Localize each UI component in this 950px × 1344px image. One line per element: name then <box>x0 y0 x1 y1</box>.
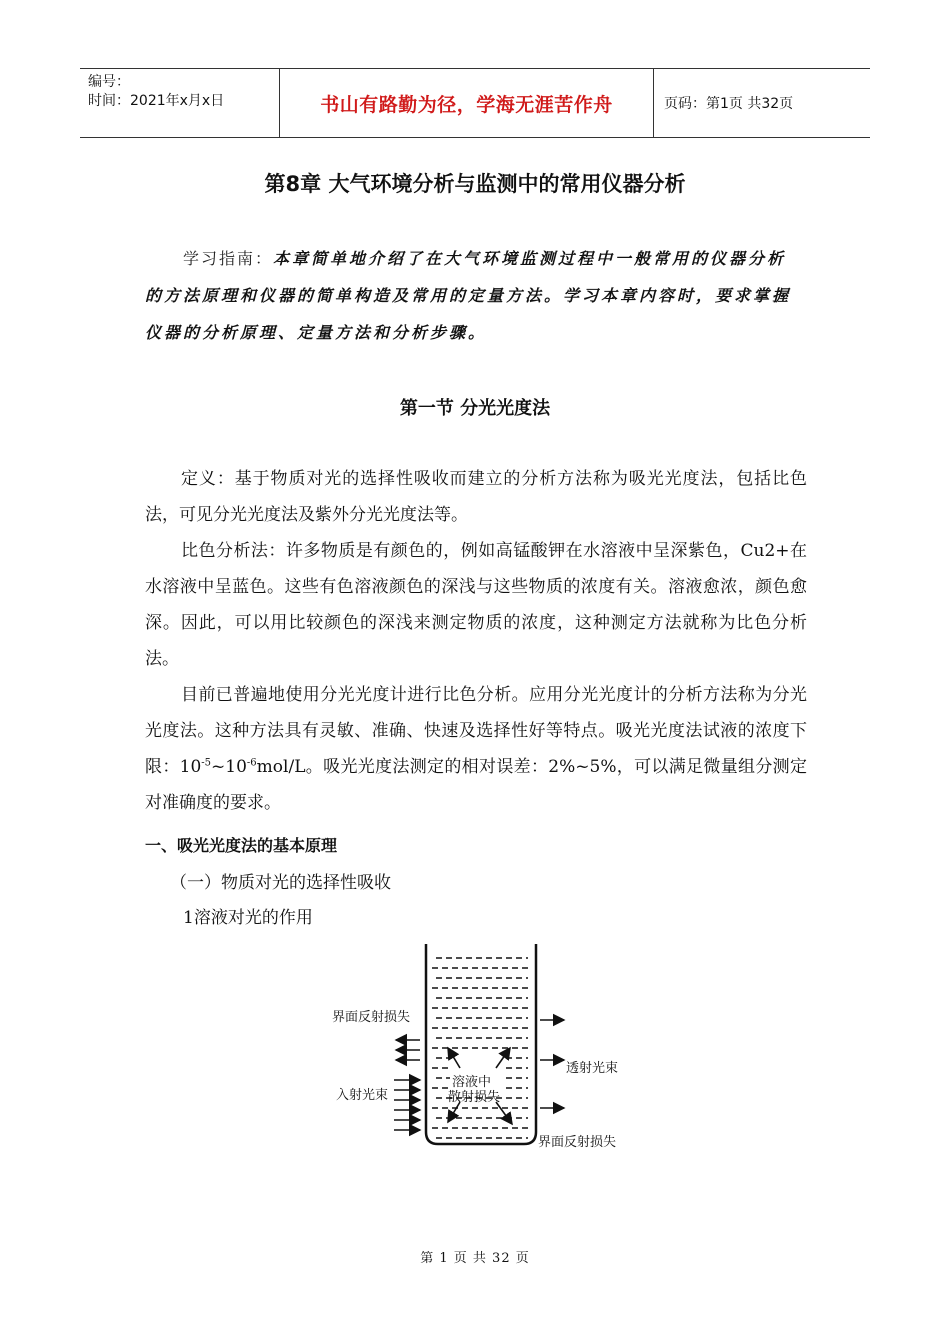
paragraph-text: mol/L。吸光光度法测定的相对误差：2%~5%，可以满足微量组分测定对准确度的要求。 <box>145 757 807 813</box>
label-surface-reflection-top: 界面反射损失 <box>332 1010 411 1025</box>
document-number-label: 编号： <box>88 74 130 90</box>
label-scatter-line1: 溶液中 <box>452 1075 492 1090</box>
study-guide-label: 学习指南： <box>183 249 274 268</box>
body-text <box>145 461 807 821</box>
incident-beam-arrows <box>394 1080 420 1130</box>
exponent: -6 <box>246 757 257 769</box>
heading-basic-principle: 一、吸光光度法的基本原理 <box>145 836 338 855</box>
cuvette-outline <box>426 944 536 1144</box>
label-incident-beam: 入射光束 <box>336 1088 389 1103</box>
chapter-title: 第8章 大气环境分析与监测中的常用仪器分析 <box>264 172 686 196</box>
heading-selective-absorption: （一）物质对光的选择性吸收 <box>170 873 391 893</box>
section-title: 第一节 分光光度法 <box>399 398 551 419</box>
paragraph-colorimetry: 比色分析法：许多物质是有颜色的，例如高锰酸钾在水溶液中呈深紫色，Cu2+在水溶液中呈蓝色。这些有色溶液颜色的深浅与这些物质的浓度有关。溶液愈浓，颜色愈深。因此，可以用比较颜色的深浅来测定物质的浓度，这种测定方法就称为比色分析法。 <box>145 541 807 669</box>
document-time: 时间：2021年x月x日 <box>88 93 225 109</box>
page-header <box>80 68 870 138</box>
cuvette-figure <box>320 940 640 1155</box>
solution-dashes <box>432 958 528 1138</box>
reflection-arrows-left <box>396 1040 420 1060</box>
header-meta <box>80 69 280 137</box>
page-footer: 第 1 页 共 32 页 <box>420 1251 530 1266</box>
label-surface-reflection-bottom: 界面反射损失 <box>538 1135 617 1150</box>
header-page-info: 页码：第1页 共32页 <box>664 96 794 112</box>
paragraph-text: ~10 <box>211 757 247 777</box>
label-transmitted-beam: 透射光束 <box>566 1061 619 1076</box>
cuvette-diagram <box>320 940 640 1155</box>
transmitted-beam-arrows <box>540 1020 564 1108</box>
paragraph-definition: 定义：基于物质对光的选择性吸收而建立的分析方法称为吸光光度法，包括比色法，可见分光光度法及紫外分光光度法等。 <box>145 469 807 525</box>
paragraph-spectrophotometry <box>145 677 807 821</box>
study-guide-text: 本章简单地介绍了在大气环境监测过程中一般常用的仪器分析的方法原理和仪器的简单构造及常用的定量方法。学习本章内容时，要求掌握仪器的分析原理、定量方法和分析步骤。 <box>145 249 792 342</box>
label-scatter-line2: 散射损失 <box>448 1090 501 1105</box>
exponent: -5 <box>201 757 212 769</box>
heading-solution-light-effect: 1溶液对光的作用 <box>183 908 313 928</box>
study-guide <box>145 240 805 351</box>
header-motto: 书山有路勤为径，学海无涯苦作舟 <box>280 69 654 137</box>
paragraph-text: 目前已普遍地使用分光光度计进行比色分析。应用分光光度计的分析方法称为分光光度法。这种方法具有灵敏、准确、快速及选择性好等特点。吸光光度法试液的浓度下限：10 <box>145 685 807 777</box>
